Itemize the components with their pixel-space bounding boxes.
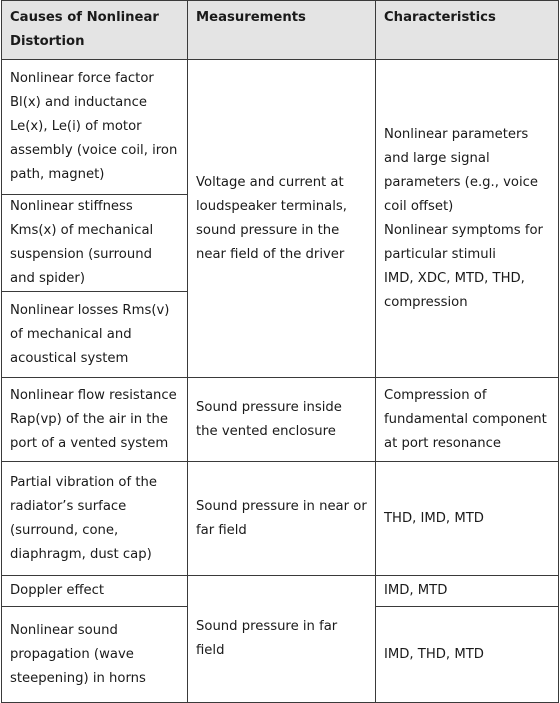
- measurement-cell: Sound pressure in near or far field: [188, 462, 376, 576]
- measurement-cell: Voltage and current at loudspeaker terminals, sound pressure in the near field of the driver: [188, 60, 376, 378]
- cause-cell: Nonlinear sound propagation (wave steepening) in horns: [2, 607, 188, 703]
- characteristics-line: Nonlinear parameters and large signal parameters (e.g., voice coil offset): [384, 126, 538, 214]
- table-row: [2, 576, 559, 607]
- table-row: [2, 378, 559, 462]
- characteristics-cell: Compression of fundamental component at port resonance: [376, 378, 559, 462]
- cause-cell: Nonlinear flow resistance Rap(vp) of the air in the port of a vented system: [2, 378, 188, 462]
- measurement-cell: Sound pressure in far field: [188, 576, 376, 703]
- cause-cell: Partial vibration of the radiator’s surface (surround, cone, diaphragm, dust cap): [2, 462, 188, 576]
- table-row: [2, 60, 559, 195]
- cause-cell: Nonlinear losses Rms(v) of mechanical and acoustical system: [2, 292, 188, 378]
- measurement-cell: Sound pressure inside the vented enclosure: [188, 378, 376, 462]
- header-measurements: Measurements: [188, 1, 376, 60]
- cause-cell: Nonlinear force factor Bl(x) and inductance Le(x), Le(i) of motor assembly (voice coil, iron path, magnet): [2, 60, 188, 195]
- characteristics-cell: THD, IMD, MTD: [376, 462, 559, 576]
- characteristics-cell: [376, 60, 559, 378]
- characteristics-cell: IMD, MTD: [376, 576, 559, 607]
- table-header-row: [2, 1, 559, 60]
- characteristics-line: IMD, XDC, MTD, THD, compression: [384, 270, 525, 310]
- nonlinear-distortion-table: [1, 0, 559, 703]
- cause-cell: Nonlinear stiffness Kms(x) of mechanical suspension (surround and spider): [2, 195, 188, 292]
- header-causes: Causes of Nonlinear Distortion: [2, 1, 188, 60]
- header-characteristics: Characteristics: [376, 1, 559, 60]
- table-row: [2, 462, 559, 576]
- cause-cell: Doppler effect: [2, 576, 188, 607]
- characteristics-cell: IMD, THD, MTD: [376, 607, 559, 703]
- characteristics-line: Nonlinear symptoms for particular stimuli: [384, 222, 543, 262]
